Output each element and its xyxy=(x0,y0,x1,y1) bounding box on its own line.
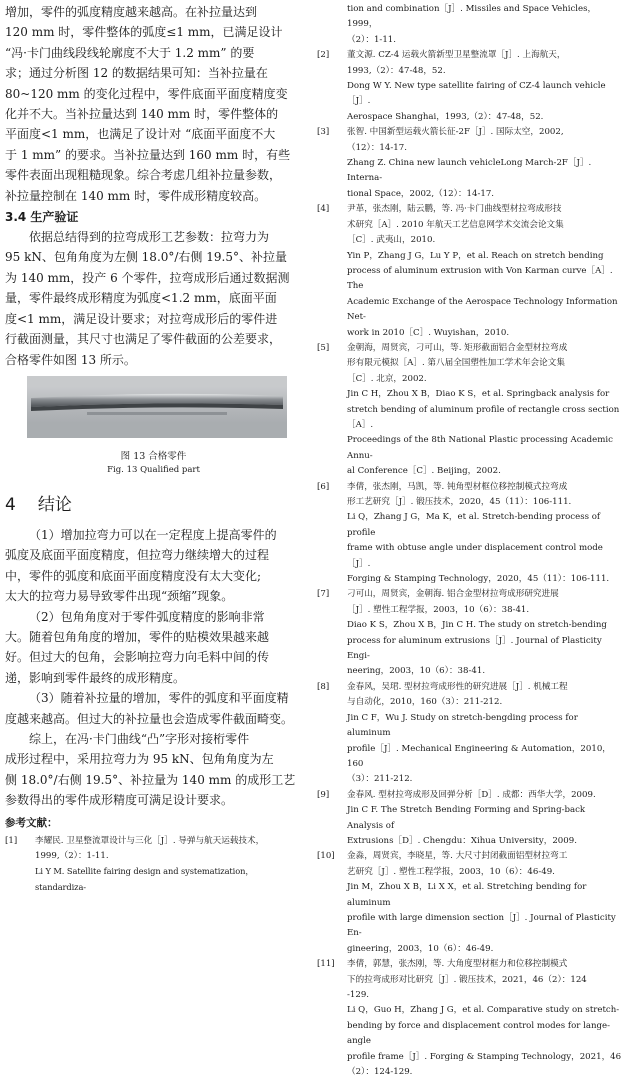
conclusion-1 xyxy=(5,525,302,607)
reference-6 xyxy=(317,480,622,588)
figure-13-photo xyxy=(27,376,287,438)
reference-line: 刁可山，周贤宾，金朝海. 铝合金型材拉弯成形研究进展 xyxy=(347,589,559,600)
reference-1-continued xyxy=(317,2,622,48)
text-line: 好。但过大的包角，会影响拉弯力向毛料中间的传 xyxy=(5,650,270,665)
part-shadow xyxy=(87,412,227,415)
reference-line: ［C］. 武夷山，2010. xyxy=(347,235,436,246)
reference-line: -129. xyxy=(347,990,370,1000)
reference-line: 金春风，吴珺. 型材拉弯成形性的研究进展［J］. 机械工程 xyxy=(347,681,568,692)
text-line: 95 kN、包角角度为左侧 18.0°/右侧 19.5°、补拉量 xyxy=(5,250,287,265)
reference-line: Academic Exchange of the Aerospace Technology Information Net- xyxy=(347,296,618,323)
reference-line: 术研究［A］. 2010 年航天工艺信息网学术交流会论文集 xyxy=(347,219,564,230)
reference-3 xyxy=(317,125,622,202)
reference-line: 金淼，周贤宾，李晓星，等. 大尺寸封闭截面铝型材拉弯工 xyxy=(347,851,568,862)
right-column xyxy=(317,2,622,1080)
text-line: 依据总结得到的拉弯成形工艺参数：拉弯力为 xyxy=(29,230,270,245)
reference-number: [10] xyxy=(317,851,335,862)
reference-line: ［J］. 塑性工程学报，2003，10（6）：38-41. xyxy=(347,604,530,615)
reference-line: 李倩，张杰刚，马凯，等. 钝角型材框位移控制模式拉弯成 xyxy=(347,481,568,492)
reference-7 xyxy=(317,587,622,679)
reference-line: gineering，2003，10（6）：46-49. xyxy=(347,943,494,954)
reference-line: 金朝海，周贤宾，刁可山，等. 矩形截面铝合金型材拉弯成 xyxy=(347,342,568,353)
reference-11 xyxy=(317,957,622,1080)
reference-line: Forging & Stamping Technology，2020，45（11）：106-111. xyxy=(347,574,610,585)
text-line: （3）随着补拉量的增加，零件的弧度和平面度精 xyxy=(29,691,289,706)
reference-line: Aerospace Shanghai，1993,（2）：47-48，52. xyxy=(347,111,544,122)
text-line: 增加，零件的弧度精度越来越高。在补拉量达到 xyxy=(5,5,258,19)
reference-line: 与自动化，2010，160（3）：211-212. xyxy=(347,697,503,708)
reference-line: Jin C H，Zhou X B，Diao K S，et al. Springback analysis for xyxy=(347,389,610,400)
text-line: 成形过程中，采用拉弯力为 95 kN、包角角度为左 xyxy=(5,752,274,767)
reference-line: 李耀民. 卫星整流罩设计与三化［J］. 导弹与航天运载技术， xyxy=(35,835,265,846)
conclusion-2 xyxy=(5,607,302,689)
reference-line: 下的拉弯成形对比研究［J］. 锻压技术，2021，46（2）：124 xyxy=(347,974,587,985)
section-number: 4 xyxy=(5,494,16,515)
reference-line: al Conference［C］. Beijing，2002. xyxy=(347,466,501,477)
figure-caption-en: Fig. 13 Qualified part xyxy=(107,464,200,475)
reference-number: [7] xyxy=(317,589,330,600)
reference-10 xyxy=(317,849,622,957)
text-line: 为 140 mm，投产 6 个零件，拉弯成形后通过数据测 xyxy=(5,270,290,285)
figure-floor xyxy=(27,422,287,438)
reference-line: （12）：14-17. xyxy=(347,142,407,153)
conclusion-summary xyxy=(5,729,302,811)
reference-line: frame with obtuse angle under displacement control mode［J］. xyxy=(347,543,603,569)
reference-line: 1993,（2）：47-48，52. xyxy=(347,65,446,76)
reference-line: profile with large dimension section［J］. Journal of Plasticity En- xyxy=(347,912,616,939)
reference-5 xyxy=(317,341,622,480)
text-line: 递，影响到零件最终的成形精度。 xyxy=(5,670,186,685)
section-title: 结论 xyxy=(37,494,72,515)
text-line: 合格零件如图 13 所示。 xyxy=(5,352,136,367)
reference-line: Li Q，Zhang J G，Ma K，et al. Stretch-bending process of profile xyxy=(347,512,601,538)
reference-line: profile［J］. Mechanical Engineering & Automation，2010，160 xyxy=(347,743,611,769)
text-line: 参数得出的零件成形精度可满足设计要求。 xyxy=(5,793,234,808)
section-heading-4 xyxy=(5,493,302,517)
text-line: 度越来越高。但过大的补拉量也会造成零件截面畸变。 xyxy=(5,711,294,726)
reference-4 xyxy=(317,202,622,341)
reference-line: 艺研究［J］. 塑性工程学报，2003，10（6）：46-49. xyxy=(347,866,555,877)
references-heading: 参考文献： xyxy=(5,816,58,829)
reference-1 xyxy=(5,834,302,896)
reference-line: Dong W Y. New type satellite fairing of CZ-4 launch vehicle［J］. xyxy=(347,81,606,107)
reference-line: 尹革，张杰刚，陆云鹏，等. 冯·卡门曲线型材拉弯成形技 xyxy=(347,204,562,215)
text-line: 补拉量控制在 140 mm 时，零件成形精度较高。 xyxy=(5,188,267,203)
reference-9 xyxy=(317,788,622,850)
text-line: 零件表面出现粗糙现象。综合考虑几组补拉量参数， xyxy=(5,168,282,183)
left-column xyxy=(5,2,302,895)
reference-line: profile frame［J］. Forging & Stamping Technology，2021，46 xyxy=(347,1051,622,1062)
reference-2 xyxy=(317,48,622,125)
reference-list xyxy=(317,48,622,1080)
reference-line: Zhang Z. China new launch vehicleLong March-2F［J］. Interna- xyxy=(347,158,592,184)
reference-line: 董文源. CZ-4 运载火箭新型卫星整流罩［J］. 上海航天， xyxy=(347,50,566,61)
reference-line: ［C］. 北京，2002. xyxy=(347,373,427,384)
reference-line: Jin C F. The Stretch Bending Forming and Spring-back Analysis of xyxy=(347,805,586,831)
reference-line: Proceedings of the 8th National Plastic processing Academic Annu- xyxy=(347,435,613,461)
reference-line: （2）：1-11. xyxy=(347,34,396,45)
text-line: 综上，在冯·卡门曲线“凸”字形对接桁零件 xyxy=(29,731,250,746)
reference-line: 1999,（2）：1-11. xyxy=(35,851,109,861)
reference-line: Li Y M. Satellite fairing design and systematization，standardiza- xyxy=(35,866,254,892)
reference-line: Jin M，Zhou X B，Li X X，et al. Stretching bending for aluminum xyxy=(347,882,587,908)
reference-number: [6] xyxy=(317,481,330,492)
text-line: 侧 18.0°/右侧 19.5°、补拉量为 140 mm 的成形工艺 xyxy=(5,772,296,787)
reference-line: stretch bending of aluminum profile of rectangle cross section［A］. xyxy=(347,404,620,430)
text-line: 求；通过分析图 12 的数据结果可知：当补拉量在 xyxy=(5,66,268,81)
text-line: 于 1 mm” 的要求。当补拉量达到 160 mm 时，有些 xyxy=(5,147,291,162)
qualified-part-image xyxy=(27,376,287,438)
reference-line: 李倩，郭慧，张杰刚，等. 大角度型材框力和位移控制模式 xyxy=(347,959,568,970)
reference-line: 张智. 中国新型运载火箭长征-2F［J］. 国际太空，2002, xyxy=(347,127,564,138)
reference-line: （2）：124-129. xyxy=(347,1067,413,1078)
verification-paragraph xyxy=(5,227,302,370)
reference-number: [9] xyxy=(317,789,330,800)
text-line: （2）包角角度对于零件弧度精度的影响非常 xyxy=(29,609,265,624)
reference-line: 金春风. 型材拉弯成形及回弹分析［D］. 成都：西华大学，2009. xyxy=(347,789,596,800)
section-heading-3-4: 3.4 生产验证 xyxy=(5,210,79,225)
text-line: 太大的拉弯力易导致零件出现“颈缩”现象。 xyxy=(5,589,234,604)
reference-line: tion and combination［J］. Missiles and Space Vehicles，1999， xyxy=(347,4,597,30)
reference-line: Li Q，Guo H，Zhang J G，et al. Comparative study on stretch- xyxy=(347,1005,620,1016)
reference-number: [8] xyxy=(317,681,330,692)
reference-line: work in 2010［C］. Wuyishan，2010. xyxy=(347,327,510,338)
intro-paragraph xyxy=(5,2,302,206)
text-line: 中，零件的弧度和底面平面度精度没有太大变化; xyxy=(5,568,262,583)
figure-caption-zh: 图 13 合格零件 xyxy=(120,450,187,462)
reference-line: Diao K S，Zhou X B，Jin C H. The study on stretch-bending xyxy=(347,620,607,631)
text-line: 弧度及底面平面度精度，但拉弯力继续增大的过程 xyxy=(5,548,270,563)
text-line: 平面度<1 mm，也满足了设计对 “底面平面度不大 xyxy=(5,127,276,142)
reference-line: process of aluminum extrusion with Von Karman curve［A］. The xyxy=(347,265,613,292)
reference-line: 形工艺研究［J］. 锻压技术，2020，45（11）：106-111. xyxy=(347,497,572,507)
reference-line: process for aluminum extrusions［J］. Journal of Plasticity Engi- xyxy=(347,635,602,662)
reference-8 xyxy=(317,680,622,788)
reference-number: [11] xyxy=(317,959,335,970)
background-table-edge xyxy=(27,376,287,386)
reference-line: bending by force and displacement control modes for lange-angle xyxy=(347,1020,610,1047)
text-line: 120 mm 时，零件整体的弧度≤1 mm，已满足设计 xyxy=(5,25,283,40)
text-line: 度<1 mm，满足设计要求；对拉弯成形后的零件进 xyxy=(5,311,278,326)
text-line: （1）增加拉弯力可以在一定程度上提高零件的 xyxy=(29,527,277,542)
text-line: 大。随着包角角度的增加，零件的贴模效果越来越 xyxy=(5,629,270,644)
reference-number: [4] xyxy=(317,204,330,215)
reference-number: [5] xyxy=(317,342,330,353)
conclusion-3 xyxy=(5,688,302,729)
reference-line: neering，2003，10（6）：38-41. xyxy=(347,666,486,677)
reference-line: Yin P，Zhang J G，Lu Y P，et al. Reach on stretch bending xyxy=(347,250,604,261)
reference-line: Extrusions［D］. Chengdu：Xihua University，2009. xyxy=(347,835,577,846)
text-line: “冯·卡门曲线段线轮廓度不大于 1.2 mm” 的要 xyxy=(5,45,255,60)
reference-line: tional Space，2002,（12）：14-17. xyxy=(347,188,495,199)
reference-line: 形有限元模拟［A］. 第八届全国塑性加工学术年会论文集 xyxy=(347,358,565,369)
reference-line: Jin C F，Wu J. Study on stretch-bengding process for aluminum xyxy=(347,712,578,739)
reference-number: [2] xyxy=(317,50,330,61)
reference-line: （3）：211-212. xyxy=(347,774,413,785)
text-line: 化并不大。当补拉量达到 140 mm 时，零件整体的 xyxy=(5,107,279,122)
text-line: 行截面测量，其尺寸也满足了零件截面的公差要求， xyxy=(5,332,282,347)
text-line: 量，零件最终成形精度为弧度<1.2 mm，底面平面 xyxy=(5,291,277,306)
text-line: 80~120 mm 的变化过程中，零件底面平面度精度变 xyxy=(5,86,288,101)
reference-number: [3] xyxy=(317,127,330,138)
reference-number: [1] xyxy=(5,835,18,846)
